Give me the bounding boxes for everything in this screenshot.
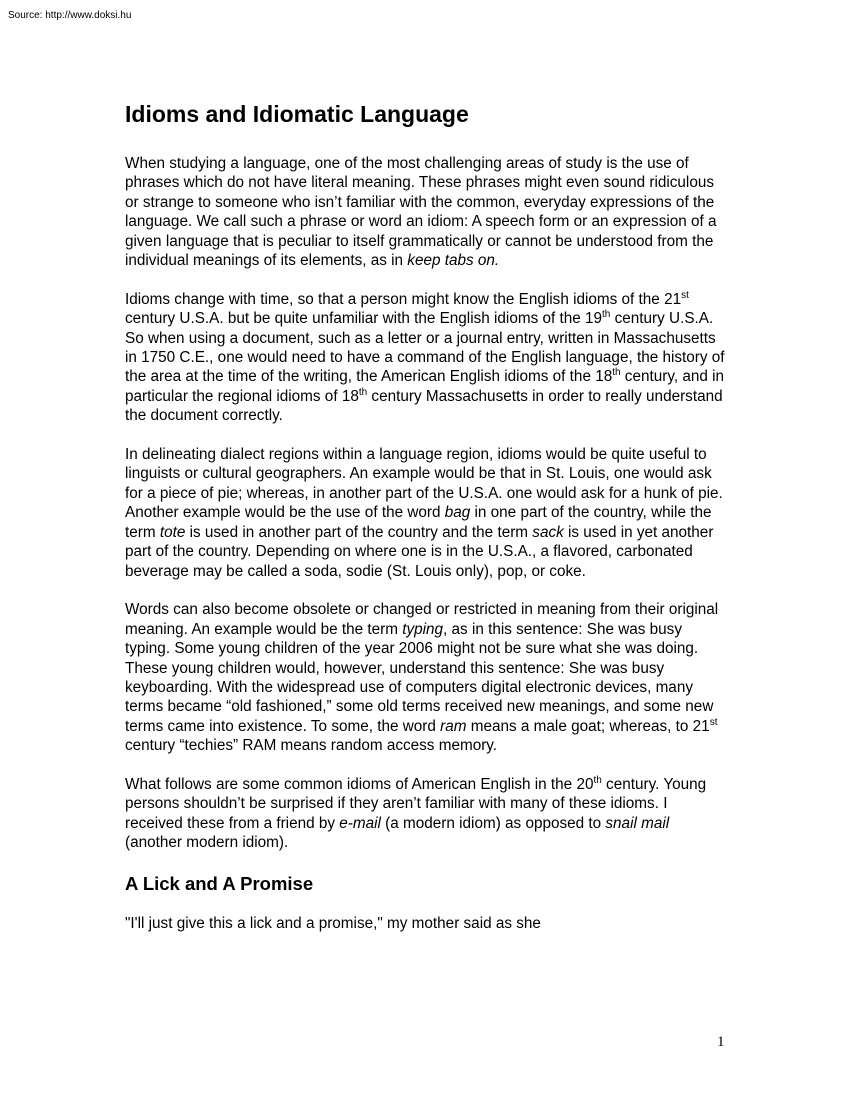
text-run: In delineating dialect regions within a language region, idioms would be quite useful to linguists or cultural geographers. An example would be that in St. Louis, one would ask for a piece of pie; whereas, in another part of the U.S.A. one would ask for a hunk of pie. Another example would be the use of the word	[125, 446, 723, 522]
italic-term: ram	[440, 717, 467, 735]
italic-term: e-mail	[339, 814, 381, 832]
paragraph-change-over-time	[125, 290, 725, 426]
text-run: century Massachusetts in order to really understand the document correctly.	[125, 387, 723, 425]
paragraph-what-follows	[125, 775, 725, 853]
text-run: century “techies” RAM means random access memory.	[125, 737, 498, 755]
page-number: 1	[717, 1034, 725, 1050]
text-run: is used in another part of the country and the term	[185, 523, 533, 541]
source-label: Source: http://www.doksi.hu	[8, 10, 132, 21]
ordinal-suffix: st	[709, 716, 718, 728]
italic-term: typing	[402, 620, 444, 638]
ordinal-suffix: th	[593, 774, 602, 786]
page-title: Idioms and Idiomatic Language	[125, 101, 469, 127]
ordinal-suffix: th	[358, 386, 368, 398]
text-run: is used in yet another part of the country. Depending on where one is in the U.S.A., a flavored, carbonated beverage may be called a soda, sodie (St. Louis only), pop, or coke.	[125, 523, 714, 580]
section-heading: A Lick and A Promise	[125, 872, 314, 894]
text-run: in one part of the country, while the term	[125, 504, 712, 541]
italic-term: keep tabs on.	[407, 252, 500, 270]
text-run: century, and in particular the regional idioms of 18	[125, 368, 725, 405]
text-run: means a male goat; whereas, to 21	[466, 717, 710, 735]
italic-term: snail mail	[605, 814, 670, 832]
italic-term: sack	[532, 523, 564, 541]
italic-term: tote	[159, 523, 186, 541]
text-run: Words can also become obsolete or changed or restricted in meaning from their original meaning. An example would be the term	[125, 601, 719, 638]
text-run: (another modern idiom).	[125, 834, 289, 852]
paragraph-intro	[125, 154, 725, 270]
italic-term: bag	[444, 504, 471, 522]
paragraph-obsolete-words	[125, 600, 725, 755]
document-body	[125, 98, 725, 953]
text-run: Idioms change with time, so that a person might know the English idioms of the 21	[125, 290, 682, 308]
ordinal-suffix: th	[612, 367, 621, 379]
ordinal-suffix: th	[602, 309, 611, 321]
paragraph-lick-promise: "I'll just give this a lick and a promise," my mother said as she	[125, 914, 541, 932]
ordinal-suffix: st	[681, 289, 689, 301]
text-run: century. Young persons shouldn’t be surprised if they aren’t familiar with many of these idioms. I received these from a friend by	[125, 775, 707, 832]
text-run: century U.S.A. but be quite unfamiliar with the English idioms of the 19	[125, 310, 603, 328]
text-run: What follows are some common idioms of American English in the 20	[125, 775, 594, 793]
text-run: When studying a language, one of the most challenging areas of study is the use of phrases which do not have literal meaning. These phrases might even sound ridiculous or strange to someone who isn’t familiar with the common, everyday expressions of the language. We call such a phrase or word an idiom: A speech form or an expression of a given language that is peculiar to itself grammatically or cannot be understood from the individual meanings of its elements, as in	[125, 155, 717, 270]
text-run: , as in this sentence: She was busy typing. Some young children of the year 2006 might not be sure what she was doing. These young children would, however, understand this sentence: She was busy keyboarding. With the widespread use of computers digital electronic devices, many terms became “old fashioned,” some old terms received new meanings, and some new terms came into existence. To some, the word	[125, 620, 714, 735]
text-run: century U.S.A. So when using a document, such as a letter or a journal entry, written in Massachusetts in 1750 C.E., one would need to have a command of the English language, the history of the area at the time of the writing, the American English idioms of the 18	[125, 310, 725, 386]
paragraph-dialect-regions	[125, 445, 725, 581]
text-run: (a modern idiom) as opposed to	[380, 814, 606, 832]
